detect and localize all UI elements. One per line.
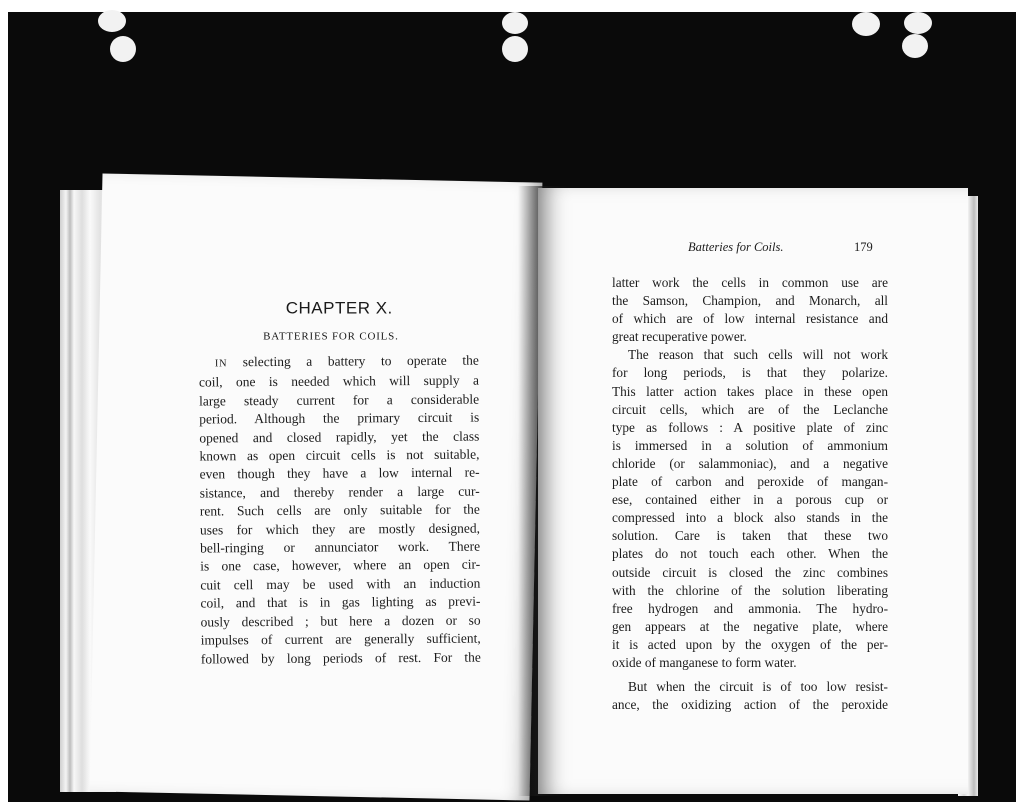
text-line: oxide of manganese to form water. xyxy=(612,654,797,670)
lead-word: IN xyxy=(214,358,228,370)
text-line: the Samson, Champion, and Monarch, all xyxy=(612,293,888,309)
text-line: is one case, however, where an open cir- xyxy=(200,557,481,574)
text-line: period. Although the primary circuit is xyxy=(199,409,480,427)
left-page xyxy=(90,173,543,800)
text-line: followed by long periods of rest. For the xyxy=(200,649,481,667)
left-page-body xyxy=(199,352,481,669)
text-line: for long periods, is that they polarize. xyxy=(612,365,888,381)
text-line: outside circuit is closed the zinc combines xyxy=(612,564,888,580)
text-line: coil, one is needed which will supply a xyxy=(198,372,480,390)
text-line: The reason that such cells will not work xyxy=(628,347,888,363)
punch-hole xyxy=(98,10,126,32)
text-line: solution. Care is taken that these two xyxy=(612,528,888,544)
text-line: free hydrogen and ammonia. The hydro- xyxy=(612,600,888,616)
chapter-subtitle: BATTERIES FOR COILS. xyxy=(263,330,399,343)
text-line: impulses of current are generally sufficient, xyxy=(200,630,481,648)
text-line: with the chlorine of the solution liberating xyxy=(612,582,888,598)
text-line: circuit cells, which are of the Leclanche xyxy=(612,401,888,417)
text-line: great recuperative power. xyxy=(612,329,747,345)
text-line: large steady current for a considerable xyxy=(199,391,480,409)
text-line: But when the circuit is of too low resist- xyxy=(628,679,888,695)
chapter-title: CHAPTER X. xyxy=(285,298,393,318)
punch-hole xyxy=(852,12,880,36)
text-line: ese, contained either in a porous cup or xyxy=(612,492,888,508)
right-page-body xyxy=(612,274,888,714)
text-line: cuit cell may be used with an induction xyxy=(200,575,481,593)
text-line: plates do not touch each other. When the xyxy=(612,546,888,562)
running-head: Batteries for Coils. xyxy=(688,240,784,254)
text-line: of which are of low internal resistance and xyxy=(612,311,888,327)
text-line: ously described ; but here a dozen or so xyxy=(200,612,481,630)
text-line: even though they have a low internal re- xyxy=(199,464,480,482)
punch-hole xyxy=(110,36,136,62)
punch-hole xyxy=(502,36,528,62)
text-line: compressed into a block also stands in the xyxy=(612,510,888,526)
punch-hole xyxy=(502,12,528,34)
text-line: opened and closed rapidly, yet the class xyxy=(199,428,480,446)
text-line: uses for which they are mostly designed, xyxy=(199,520,481,538)
punch-hole xyxy=(902,34,928,58)
text-line: chloride (or salammoniac), and a negative xyxy=(612,455,888,471)
page-number: 179 xyxy=(854,240,873,254)
text-line: ance, the oxidizing action of the peroxide xyxy=(612,697,888,713)
text-line: This latter action takes place in these open xyxy=(612,383,888,399)
text-line: rent. Such cells are only suitable for the xyxy=(199,501,480,519)
text-line: gen appears at the negative plate, where xyxy=(612,618,888,634)
punch-hole xyxy=(904,12,932,34)
text-line: latter work the cells in common use are xyxy=(612,275,888,290)
text-line: is immersed in a solution of ammonium xyxy=(612,437,888,453)
text-line: bell-ringing or annunciator work. There xyxy=(200,538,481,556)
text-line: sistance, and thereby render a large cur- xyxy=(199,483,480,501)
text-line xyxy=(199,352,479,374)
text-line-content: selecting a battery to operate the xyxy=(227,352,479,370)
text-line: known as open circuit cells is not suitable, xyxy=(199,446,480,464)
text-line: type as follows : A positive plate of zinc xyxy=(612,419,888,435)
text-line: plate of carbon and peroxide of mangan- xyxy=(612,474,888,490)
text-line: coil, and that is in gas lighting as previ- xyxy=(200,593,481,611)
right-page xyxy=(538,188,968,794)
text-line: it is acted upon by the oxygen of the per- xyxy=(612,636,888,652)
